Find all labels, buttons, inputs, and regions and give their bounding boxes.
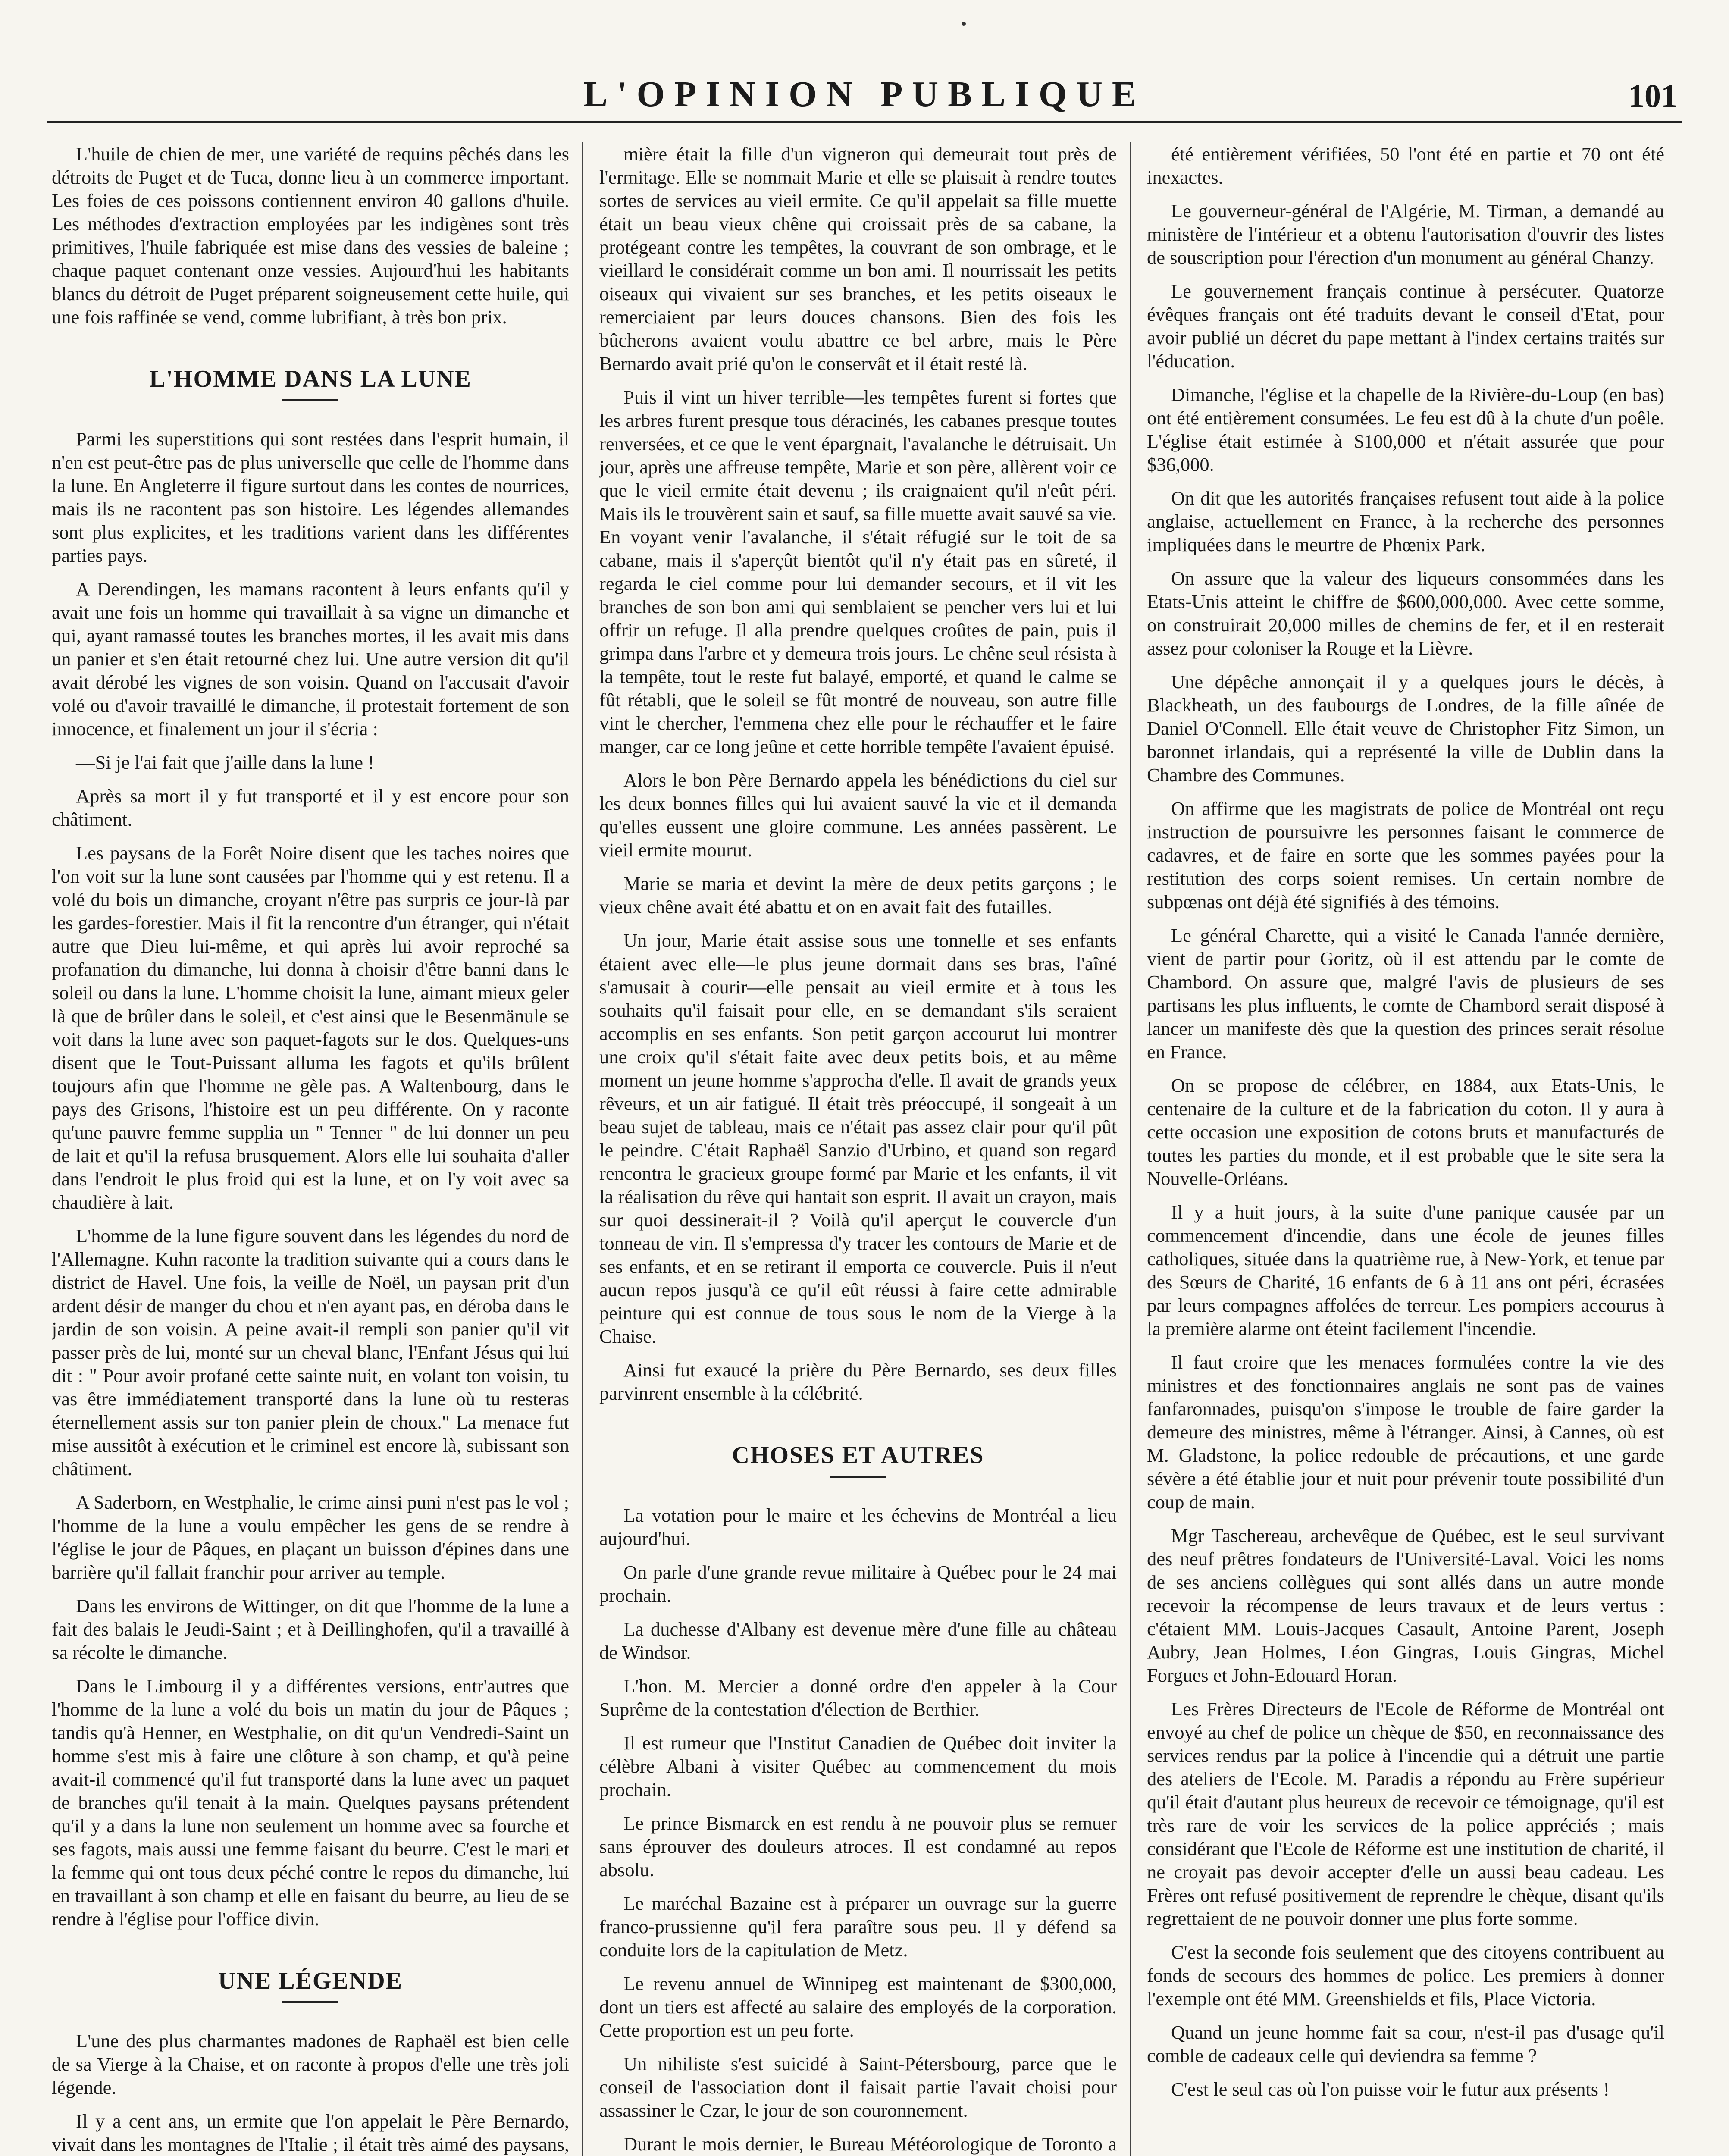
paragraph: —Si je l'ai fait que j'aille dans la lune ! [76,752,374,773]
news-item: La votation pour le maire et les échevins de Montréal a lieu aujourd'hui. [599,1504,1117,1549]
news-item: Le général Charette, qui a visité le Canada l'année dernière, vient de partir pour Goritz, où il est attendu par le comte de Chambord. On assure que, malgré l'avis de plusieurs de ses partisans les plus influents, le comte de Chambord serait disposé à lancer un manifeste dès que la question des princes serait résolue en France. [1147,924,1664,1062]
paragraph: A Derendingen, les mamans racontent à leurs enfants qu'il y avait une fois un homme qui travaillait à sa vigne un dimanche et qui, ayant ramassé toutes les branches mortes, il les avait mis dans un panier et s'en était retourné chez lui. Une autre version dit qu'il avait dérobé les vignes de son voisin. Quand on l'accusait d'avoir volé ou d'avoir travaillé le dimanche, il protestait fortement de son innocence, et finalement un jour il s'écria : [52,578,569,740]
paragraph: Parmi les superstitions qui sont restées dans l'esprit humain, il n'en est peut-être pas de plus universelle que celle de l'homme dans la lune. En Angleterre il figure surtout dans les contes de nourrices, mais ils ne racontent pas son histoire. Les légendes allemandes sont plus explicites, et les traditions varient dans les différentes parties pays. [52,428,569,566]
paragraph: Alors le bon Père Bernardo appela les bénédictions du ciel sur les deux bonnes filles qui lui avaient sauvé la vie et il demanda qu'elles eussent une gloire commune. Les années passèrent. Le vieil ermite mourut. [599,769,1117,861]
news-item: On parle d'une grande revue militaire à Québec pour le 24 mai prochain. [599,1561,1117,1606]
news-item: On dit que les autorités françaises refusent tout aide à la police anglaise, actuellement en France, à la recherche des personnes impliquées dans le meurtre de Phœnix Park. [1147,487,1664,555]
news-item: La duchesse d'Albany est devenue mère d'une fille au château de Windsor. [599,1618,1117,1663]
paragraph: Après sa mort il y fut transporté et il y est encore pour son châtiment. [52,785,569,830]
paragraph: L'une des plus charmantes madones de Raphaël est bien celle de sa Vierge à la Chaise, et on raconte à propos d'elle une très joli légende. [52,2030,569,2098]
news-item: Un nihiliste s'est suicidé à Saint-Pétersbourg, parce que le conseil de l'association dont il faisait partie l'avait choisi pour assassiner le Czar, le jour de son couronnement. [599,2053,1117,2121]
news-item: Durant le mois dernier, le Bureau Météorologique de Toronto a [623,2133,1117,2155]
news-item: Le revenu annuel de Winnipeg est maintenant de $300,000, dont un tiers est affecté au salaire des employés de la corporation. Cette proportion est un peu forte. [599,1973,1117,2041]
heading-rule [830,1476,886,1478]
paragraph: Puis il vint un hiver terrible—les tempêtes furent si fortes que les arbres furent presque tous déracinés, les cabanes presque toutes renversées, et ce que le vent épargnait, l'avalanche le détruisait. Un jour, après une affreuse tempête, Marie et son père, allèrent voir ce que le vieil ermite était devenu ; ils craignaient qu'il n'eût péri. Mais ils le trouvèrent sain et sauf, sa fille muette avait sauvé sa vie. En voyant venir l'avalanche, il s'était réfugié sur le toit de sa cabane, mais il s'aperçût bientôt qu'il n'y était pas en sûreté, il regarda le ciel comme pour lui demander secours, et il vit les branches de son bon ami qui semblaient se pencher vers lui et lui offrir un refuge. Il alla prendre quelques croûtes de pain, puis il grimpa dans l'arbre et y demeura trois jours. Le chêne seul résista à la tempête, tout le reste fut balayé, emporté, et quand le calme se fût rétabli, que le soleil se fût montré de nouveau, son autre fille vint le chercher, l'emmena chez elle pour le réchauffer et le faire manger, car ce long jeûne et cette horrible tempête l'avaient épuisé. [599,386,1117,757]
column-divider [1130,142,1131,2156]
paragraph: L'huile de chien de mer, une variété de requins pêchés dans les détroits de Puget et de Tuca, donne lieu à un commerce important. Les foies de ces poissons contiennent environ 40 gallons d'huile. Les méthodes d'extraction employées par les indigènes sont très primitives, l'huile fabriquée est mise dans des vessies de baleine ; chaque paquet contenant onze vessies. Aujourd'hui les habitants blancs du détroit de Puget préparent soigneusement cette huile, qui une fois raffinée se vend, comme lubrifiant, à très bon prix. [52,143,569,328]
heading-rule [282,399,338,401]
section-heading: CHOSES ET AUTRES [732,1442,984,1469]
column-divider [582,142,583,2156]
paragraph: Dans le Limbourg il y a différentes versions, entr'autres que l'homme de la lune a volé du bois un matin du jour de Pâques ; tandis qu'à Henner, en Westphalie, on dit qu'un Vendredi-Saint un homme s'est mis à faire une clôture à son champ, et qu'à peine avait-il commencé qu'il fut transporté dans la lune avec un paquet de branches qu'il tenait à la main. Quelques paysans prétendent qu'il y a dans la lune non seulement un homme avec sa fourche et ses fagots, mais aussi une femme faisant du beurre. C'est le mari et la femme qui ont tous deux péché contre le repos du dimanche, lui en travaillant à son champ et elle en faisant du beurre, au lieu de se rendre à l'église pour l'office divin. [52,1675,569,1930]
news-item: Une dépêche annonçait il y a quelques jours le décès, à Blackheath, un des faubourgs de Londres, de la fille aînée de Daniel O'Connell. Elle était veuve de Christopher Fitz Simon, un baronnet irlandais, qui a représenté la ville de Dublin dans la Chambre des Communes. [1147,671,1664,786]
header-rule [47,121,1682,123]
news-item: On affirme que les magistrats de police de Montréal ont reçu instruction de poursuivre les personnes faisant le commerce de cadavres, et de faire en sorte que les sommes payées pour la restitution des corps soient remises. Un certain nombre de subpœnas ont déjà été signifiés à des témoins. [1147,798,1664,912]
page-number: 101 [1628,78,1677,114]
paragraph: Il y a cent ans, un ermite que l'on appelait le Père Bernardo, vivait dans les montagnes de l'Italie ; il était très aimé des paysans, [52,2110,569,2155]
news-item: été entièrement vérifiées, 50 l'ont été en partie et 70 ont été inexactes. [1147,143,1664,188]
news-item: On se propose de célébrer, en 1884, aux Etats-Unis, le centenaire de la culture et de la fabrication du coton. Il y aura à cette occasion une exposition de cotons bruts et manufacturés de toutes les parties du monde, et il est probable que le site sera la Nouvelle-Orléans. [1147,1075,1664,1189]
news-item: L'hon. M. Mercier a donné ordre d'en appeler à la Cour Suprême de la contestation d'élection de Berthier. [599,1675,1117,1720]
masthead [47,65,1682,121]
news-item: Le gouvernement français continue à persécuter. Quatorze évêques français ont été traduits devant le conseil d'Etat, pour avoir publié un décret du pape mettant à l'index certains traités sur l'éducation. [1147,280,1664,372]
column-3 [1147,142,1664,2156]
news-item: Quand un jeune homme fait sa cour, n'est-il pas d'usage qu'il comble de cadeaux celle qui deviendra sa femme ? [1147,2021,1664,2066]
ink-dot [962,22,966,26]
news-item: Les Frères Directeurs de l'Ecole de Réforme de Montréal ont envoyé au chef de police un chèque de $50, en reconnaissance des services rendus par la police à l'incendie qui a détruit une partie des ateliers de l'Ecole. M. Paradis a répondu au Frère supérieur qu'il était d'autant plus heureux de recevoir ce témoignage, qu'il est très rare de voir les services de la police appréciés ; mais considérant que l'Ecole de Réforme est une institution de charité, il ne croyait pas devoir accepter d'elle un aussi beau cadeau. Les Frères ont refusé positivement de reprendre le chèque, disant qu'ils regrettaient de ne pouvoir donner une plus forte somme. [1147,1698,1664,1929]
news-item: Le maréchal Bazaine est à préparer un ouvrage sur la guerre franco-prussienne qu'il fera paraître sous peu. Il y défend sa conduite lors de la capitulation de Metz. [599,1893,1117,1961]
column-1 [52,142,569,2156]
section-heading: UNE LÉGENDE [218,1968,403,1994]
masthead-title: L'OPINION PUBLIQUE [583,74,1146,114]
news-item: C'est le seul cas où l'on puisse voir le futur aux présents ! [1171,2078,1610,2100]
paragraph: Un jour, Marie était assise sous une tonnelle et ses enfants étaient avec elle—le plus jeune dormait dans ses bras, l'aîné s'amusait à courir—elle pensait au vieil ermite et à tous les souhaits qu'il faisait pour elle, en se demandant s'ils seraient accomplis en ses enfants. Son petit garçon accourut lui montrer une croix qu'il s'était faite avec deux petits bois, et au même moment un jeune homme s'approcha d'elle. Il avait de grands yeux rêveurs, et un air fatigué. Il était très préoccupé, il songeait à un beau sujet de tableau, mais ce n'était pas assez clair pour qu'il pût le peindre. C'était Raphaël Sanzio d'Urbino, et quand son regard rencontra le gracieux groupe formé par Marie et les enfants, il vit la réalisation du rêve qui hantait son esprit. Il avait un crayon, mais sur quoi dessinerait-il ? Voilà qu'il aperçut le couvercle d'un tonneau de vin. Il s'empressa d'y tracer les contours de Marie et de ses enfants, et en se retirant il emporta ce couvercle. Puis il n'eut aucun repos jusqu'à ce qu'il eût réussi à faire cette admirable peinture qui est connue de tous sous le nom de la Vierge à la Chaise. [599,930,1117,1347]
news-item: Il faut croire que les menaces formulées contre la vie des ministres et des fonctionnaires anglais ne sont pas de vaines fanfaronnades, puisqu'on s'impose le trouble de faire garder la demeure des ministres, même à l'étranger. Ainsi, à Cannes, où est M. Gladstone, la police redouble de précautions, et une garde sévère a été établie jour et nuit pour prévenir toute possibilité d'un coup de main. [1147,1351,1664,1513]
paragraph: mière était la fille d'un vigneron qui demeurait tout près de l'ermitage. Elle se nommait Marie et elle se plaisait à rendre toutes sortes de services au vieil ermite. Ce qu'il appelait sa fille muette était un beau vieux chêne qui croissait près de sa cabane, la protégeant contre les tempêtes, la couvrant de son ombrage, et le vieillard le considérait comme un bon ami. Il nourrissait les petits oiseaux qui vivaient sur ses branches, et les petits oiseaux le remerciaient par leurs douces chansons. Bien des fois les bûcherons avaient voulu abattre ce bel arbre, mais le Père Bernardo avait prié qu'on le conservât et il était resté là. [599,143,1117,374]
news-item: On assure que la valeur des liqueurs consommées dans les Etats-Unis atteint le chiffre de $600,000,000. Avec cette somme, on construirait 20,000 milles de chemins de fer, et il en resterait assez pour coloniser la Rouge et la Lièvre. [1147,567,1664,659]
news-item: Le prince Bismarck en est rendu à ne pouvoir plus se remuer sans éprouver des douleurs atroces. Il est condamné au repos absolu. [599,1812,1117,1880]
column-2 [599,142,1117,2156]
paragraph: Les paysans de la Forêt Noire disent que les taches noires que l'on voit sur la lune sont causées par l'homme qui y est retenu. Il a volé du bois un dimanche, croyant n'être pas surpris ce jour-là par les gardes-forestier. Mais il fit la rencontre d'un étranger, qui n'était autre que Dieu lui-même, et qui après lui avoir reproché sa profanation du dimanche, lui donna à choisir d'être banni dans le soleil ou dans la lune. L'homme choisit la lune, aimant mieux geler là que de brûler dans le soleil, et c'est ainsi que le Besenmänule se voit dans la lune avec son paquet-fagots sur le dos. Quelques-uns disent que le Tout-Puissant alluma les fagots et qu'ils brûlent toujours afin que l'homme ne gèle pas. A Waltenbourg, dans le pays des Grisons, l'histoire est un peu différente. On y raconte qu'une pauvre femme supplia un " Tenner " de lui donner un peu de lait et qu'il la refusa brusquement. Alors elle lui souhaita d'aller dans l'endroit le plus froid qui est la lune, et on l'y voit avec sa chaudière à lait. [52,842,569,1213]
news-item: Il est rumeur que l'Institut Canadien de Québec doit inviter la célèbre Albani à visiter Québec au commencement du mois prochain. [599,1732,1117,1800]
heading-rule [282,2001,338,2003]
paragraph: Dans les environs de Wittinger, on dit que l'homme de la lune a fait des balais le Jeudi-Saint ; et à Deillinghofen, qu'il a travaillé à sa récolte le dimanche. [52,1595,569,1663]
paragraph: Marie se maria et devint la mère de deux petits garçons ; le vieux chêne avait été abattu et on en avait fait des futailles. [599,873,1117,918]
section-heading: L'HOMME DANS LA LUNE [149,366,472,392]
news-item: Il y a huit jours, à la suite d'une panique causée par un commencement d'incendie, dans une école de jeunes filles catholiques, située dans la quatrième rue, à New-York, et tenue par des Sœurs de Charité, 16 enfants de 6 à 11 ans ont péri, écrasées par leurs compagnes affolées de terreur. Les pompiers accourus à la première alarme ont éteint facilement l'incendie. [1147,1201,1664,1339]
news-item: Le gouverneur-général de l'Algérie, M. Tirman, a demandé au ministère de l'intérieur et a obtenu l'autorisation d'ouvrir des listes de souscription pour l'érection d'un monument au général Chanzy. [1147,200,1664,268]
paragraph: Ainsi fut exaucé la prière du Père Bernardo, ses deux filles parvinrent ensemble à la célébrité. [599,1359,1117,1404]
paragraph: A Saderborn, en Westphalie, le crime ainsi puni n'est pas le vol ; l'homme de la lune a voulu empêcher les gens de se rendre à l'église le jour de Pâques, en plaçant un buisson d'épines dans une barrière qu'il fallait franchir pour arriver au temple. [52,1492,569,1583]
paragraph: L'homme de la lune figure souvent dans les légendes du nord de l'Allemagne. Kuhn raconte la tradition suivante qui a cours dans le district de Havel. Une fois, la veille de Noël, un paysan prit d'un ardent désir de manger du chou et n'en ayant pas, en déroba dans le jardin de son voisin. A peine avait-il rempli son panier qu'il vit passer près de lui, monté sur un cheval blanc, l'Enfant Jésus qui lui dit : " Pour avoir profané cette sainte nuit, en volant ton voisin, tu vas être immédiatement transporté dans la lune où tu resteras éternellement assis sur ton panier plein de choux." La menace fut mise aussitôt à exécution et le criminel est encore là, subissant son châtiment. [52,1225,569,1479]
news-item: Dimanche, l'église et la chapelle de la Rivière-du-Loup (en bas) ont été entièrement consumées. Le feu est dû à la chute d'un poêle. L'église était estimée à $100,000 et n'était assurée que pour $36,000. [1147,384,1664,475]
news-item: C'est la seconde fois seulement que des citoyens contribuent au fonds de secours des hommes de police. Les premiers à donner l'exemple ont été MM. Greenshields et fils, Place Victoria. [1147,1941,1664,2009]
news-item: Mgr Taschereau, archevêque de Québec, est le seul survivant des neuf prêtres fondateurs de l'Université-Laval. Voici les noms de ses anciens collègues qui sont allés dans un autre monde recevoir la récompense de leurs travaux et de leurs vertus : c'étaient MM. Louis-Jacques Casault, Antoine Parent, Joseph Aubry, Jean Holmes, Léon Gingras, Louis Gingras, Michel Forgues et John-Edouard Horan. [1147,1525,1664,1686]
